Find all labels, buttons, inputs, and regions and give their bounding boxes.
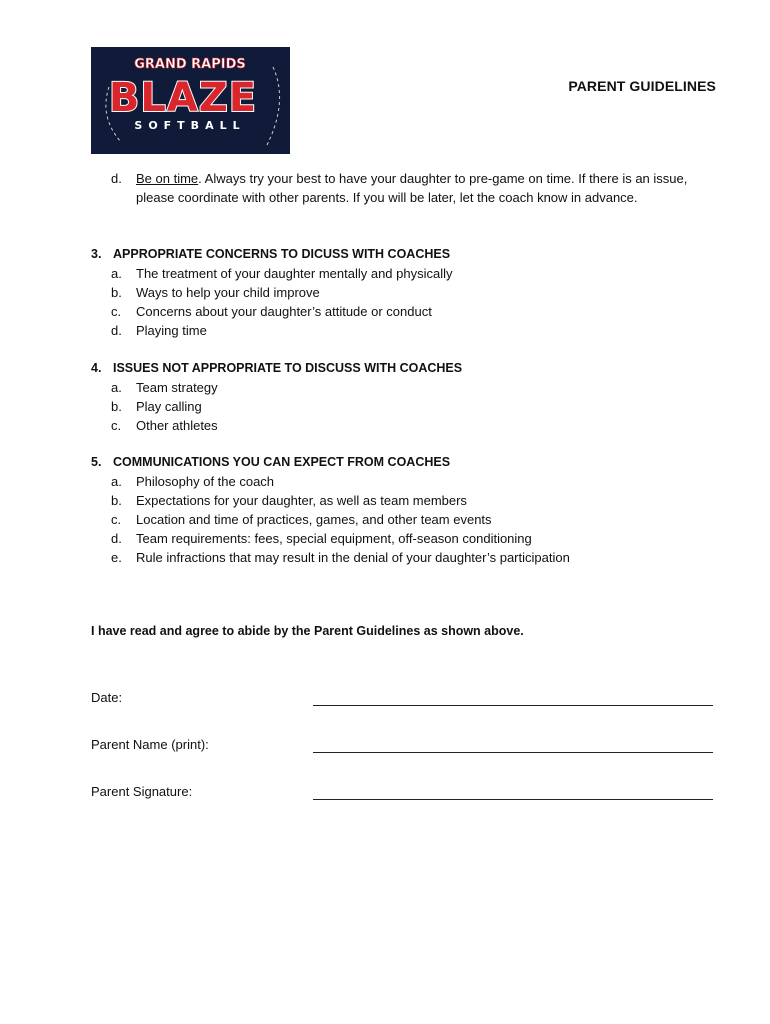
- parent-signature-line[interactable]: [313, 799, 713, 800]
- item-marker: a.: [111, 474, 122, 489]
- item-text: Other athletes: [136, 418, 218, 433]
- section-issues-not-appropriate: [91, 359, 731, 435]
- list-item-be-on-time: [111, 169, 691, 207]
- item-text: Philosophy of the coach: [136, 474, 275, 489]
- list-item: [91, 510, 731, 529]
- item-text: Play calling: [136, 399, 202, 414]
- item-marker: b.: [111, 285, 122, 300]
- list-item: [91, 378, 731, 397]
- item-marker: c.: [111, 512, 122, 527]
- item-text: Location and time of practices, games, and other team events: [136, 512, 492, 527]
- list-item: [91, 283, 731, 302]
- section-number: 4.: [91, 361, 102, 375]
- list-item: [91, 264, 731, 283]
- list-item: [91, 416, 731, 435]
- section-heading: [91, 245, 731, 264]
- item-text: Rule infractions that may result in the denial of your daughter’s participation: [136, 550, 570, 565]
- section-title: COMMUNICATIONS YOU CAN EXPECT FROM COACHES: [113, 455, 451, 469]
- item-text: Expectations for your daughter, as well as team members: [136, 493, 467, 508]
- list-item: [91, 397, 731, 416]
- logo-line1: GRAND RAPIDS: [134, 57, 246, 72]
- section-number: 3.: [91, 247, 102, 261]
- item-marker: d.: [111, 323, 122, 338]
- section-heading: [91, 359, 731, 378]
- item-marker: c.: [111, 304, 122, 319]
- grand-rapids-blaze-logo: [91, 47, 290, 154]
- parent-name-label: Parent Name (print):: [91, 737, 209, 752]
- underlined-phrase: Be on time: [136, 171, 199, 186]
- date-signature-line[interactable]: [313, 705, 713, 706]
- list-item: [91, 472, 731, 491]
- item-body: . Always try your best to have your daughter to pre-game on time. If there is an issue, please coordinate with other parents. If you will be later, let the coach know in advance.: [136, 171, 688, 205]
- list-item: [91, 548, 731, 567]
- item-text: Playing time: [136, 323, 207, 338]
- date-field[interactable]: [91, 690, 713, 710]
- item-text: [136, 169, 691, 207]
- parent-name-field[interactable]: [91, 737, 713, 757]
- item-marker: b.: [111, 399, 122, 414]
- parent-signature-label: Parent Signature:: [91, 784, 193, 799]
- logo-line3: SOFTBALL: [134, 119, 246, 132]
- parent-signature-field[interactable]: [91, 784, 713, 804]
- item-marker: b.: [111, 493, 122, 508]
- section-title: APPROPRIATE CONCERNS TO DICUSS WITH COACHES: [113, 247, 451, 261]
- parent-name-line[interactable]: [313, 752, 713, 753]
- logo-graphic: [91, 47, 290, 154]
- list-item: [91, 302, 731, 321]
- agreement-statement: I have read and agree to abide by the Parent Guidelines as shown above.: [91, 624, 524, 638]
- section-number: 5.: [91, 455, 102, 469]
- item-marker: a.: [111, 380, 122, 395]
- section-communications: [91, 453, 731, 567]
- item-text: Team requirements: fees, special equipment, off-season conditioning: [136, 531, 532, 546]
- section-appropriate-concerns: [91, 245, 731, 340]
- list-item: [91, 529, 731, 548]
- item-marker: c.: [111, 418, 122, 433]
- item-marker: d.: [111, 531, 122, 546]
- item-text: Concerns about your daughter’s attitude or conduct: [136, 304, 432, 319]
- item-text: Team strategy: [136, 380, 218, 395]
- item-text: The treatment of your daughter mentally and physically: [136, 266, 453, 281]
- date-label: Date:: [91, 690, 123, 705]
- page-title: PARENT GUIDELINES: [568, 78, 716, 94]
- list-item: [91, 321, 731, 340]
- section-title: ISSUES NOT APPROPRIATE TO DISCUSS WITH COACHES: [113, 361, 463, 375]
- section-heading: [91, 453, 731, 472]
- item-marker: a.: [111, 266, 122, 281]
- logo-line2: BLAZE: [108, 75, 258, 121]
- item-marker: e.: [111, 550, 122, 565]
- item-text: Ways to help your child improve: [136, 285, 320, 300]
- item-marker: d.: [111, 171, 122, 186]
- list-item: [91, 491, 731, 510]
